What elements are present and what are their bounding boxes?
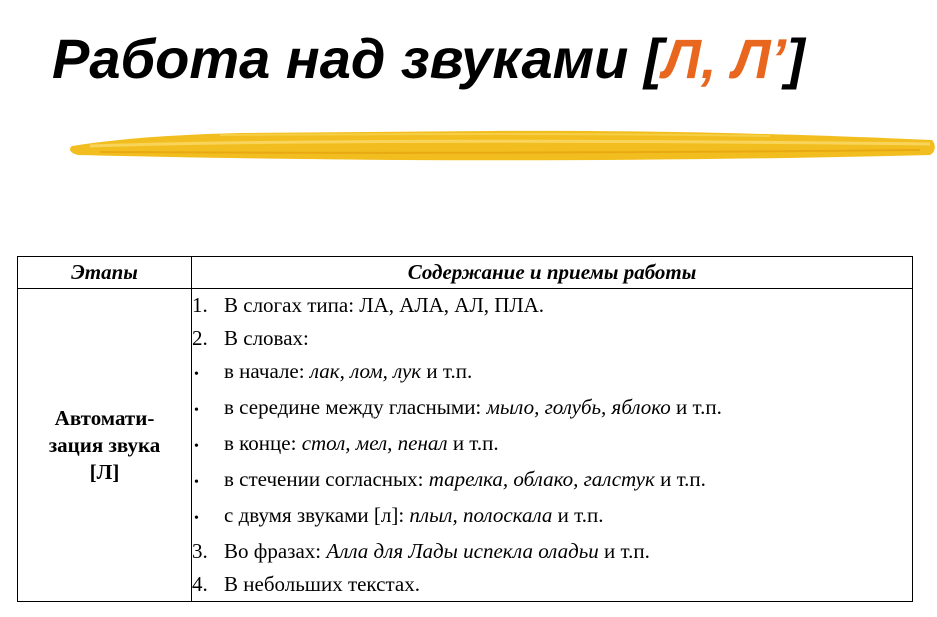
item-text: в начале: [224,359,310,383]
title-sounds-text: Л, Л’ [662,27,787,90]
list-item [192,499,912,535]
slide-title [52,26,932,92]
stage-line: зация звука [48,432,161,457]
stage-line: [Л] [89,459,120,484]
bullet-icon: • [194,475,199,490]
bullet-icon: • [194,403,199,418]
list-item [192,568,912,601]
item-examples: лак, лом, лук [309,359,422,383]
item-number: 2. [192,326,208,350]
item-suffix: и т.п. [676,395,722,419]
item-suffix: и т.п. [426,359,473,383]
highlight-brush-stroke [70,122,937,168]
work-plan-table [17,256,913,602]
list-item [192,289,912,322]
item-examples: Алла для Лады испекла оладьи [326,539,599,563]
item-suffix: и т.п. [660,467,706,491]
item-number: 1. [192,293,208,317]
list-item [192,355,912,391]
list-item [192,391,912,427]
list-item [192,535,912,568]
item-text: В словах: [224,326,309,350]
item-examples: тарелка, облако, галстук [428,467,655,491]
list-item [192,427,912,463]
bullet-icon: • [194,439,199,454]
bullet-icon: • [194,367,199,382]
item-examples: стол, мел, пенал [301,431,448,455]
item-text: В небольших текстах. [224,572,420,596]
item-number: 3. [192,539,208,563]
item-text: Во фразах: [224,539,327,563]
item-examples: мыло, голубь, яблоко [486,395,671,419]
item-text: в середине между гласными: [224,395,487,419]
item-text: в конце: [224,431,302,455]
stage-line: Автомати- [54,405,155,430]
item-suffix: и т.п. [604,539,650,563]
item-suffix: и т.п. [452,431,499,455]
stage-cell [18,289,192,602]
item-number: 4. [192,572,208,596]
bullet-icon: • [194,511,199,526]
header-content: Содержание и приемы работы [192,257,913,289]
item-text: В слогах типа: ЛА, АЛА, АЛ, ПЛА. [224,293,545,317]
content-cell [192,289,913,602]
table-row [18,289,913,602]
item-text: с двумя звуками [л]: [224,503,410,527]
header-stages: Этапы [18,257,192,289]
list-item [192,322,912,355]
item-suffix: и т.п. [557,503,604,527]
list-item [192,463,912,499]
item-text: в стечении согласных: [224,467,429,491]
table-header-row [18,257,913,289]
title-main-text: Работа над звуками [ [52,27,663,90]
title-close-bracket: ] [786,27,805,90]
item-examples: плыл, полоскала [409,503,553,527]
